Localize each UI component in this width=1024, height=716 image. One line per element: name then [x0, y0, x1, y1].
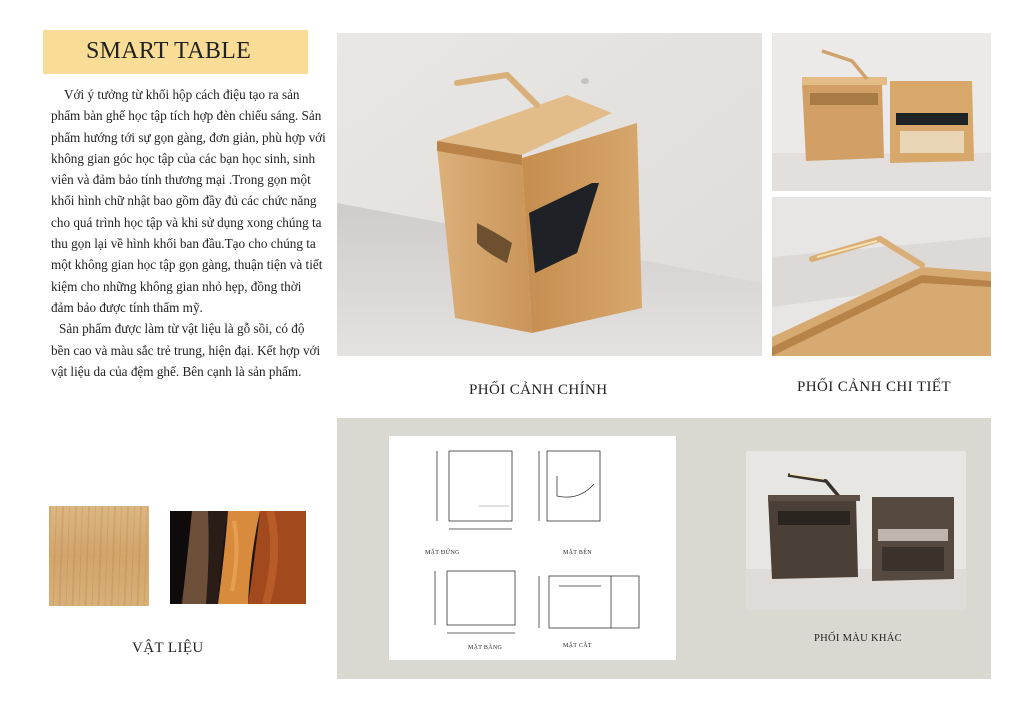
section-view-label: MẶT CẮT	[563, 643, 592, 649]
detail-perspective-label: PHỐI CẢNH CHI TIẾT	[797, 379, 951, 395]
main-perspective-label: PHỐI CẢNH CHÍNH	[469, 382, 608, 398]
detail-render-top	[772, 33, 991, 191]
description-paragraph-1: Với ý tưởng từ khối hộp cách điệu tạo ra sản phẩm bàn ghế học tập tích hợp đèn chiếu sáng. Sản phẩm hướng tới sự gọn gàng, đơn giản, phù hợp với không gian góc học tập của các bạn học sinh, sinh viên và đảm bảo tính thương mại .Trong gọn một khối hình chữ nhật bao gồm đầy đủ các chức năng cho quá trình học tập và khi sử dụng xong chúng ta thu gọn lại về hình khối ban đầu.Tạo cho chúng ta một không gian học tập gọn gàng, thuận tiện và tiết kiệm cho những không gian nhỏ hẹp, đồng thời đảm bảo được tính thẩm mỹ.	[51, 87, 326, 315]
plan-view-label: MẶT BẰNG	[468, 645, 503, 651]
technical-drawings	[389, 436, 676, 660]
oak-wood-swatch	[49, 506, 149, 606]
materials-label: VẬT LIỆU	[132, 640, 204, 656]
alternate-color-render	[746, 451, 966, 610]
description-paragraph-2: Sản phẩm được làm từ vật liệu là gỗ sồi, có độ bền cao và màu sắc trẻ trung, hiện đại. Kết hợp với vật liệu da của đệm ghế. Bên cạnh là sản phẩm.	[51, 321, 321, 379]
detail-render-bottom	[772, 197, 991, 356]
side-view-label: MẶT BÊN	[563, 550, 592, 556]
main-perspective-render	[337, 33, 762, 356]
front-view-label: MẶT ĐỨNG	[425, 550, 460, 556]
leather-swatch	[170, 511, 306, 604]
description	[51, 84, 326, 382]
title-banner	[43, 30, 308, 74]
other-color-label: PHỐI MÀU KHÁC	[814, 633, 902, 644]
page-title: SMART TABLE	[86, 38, 252, 64]
